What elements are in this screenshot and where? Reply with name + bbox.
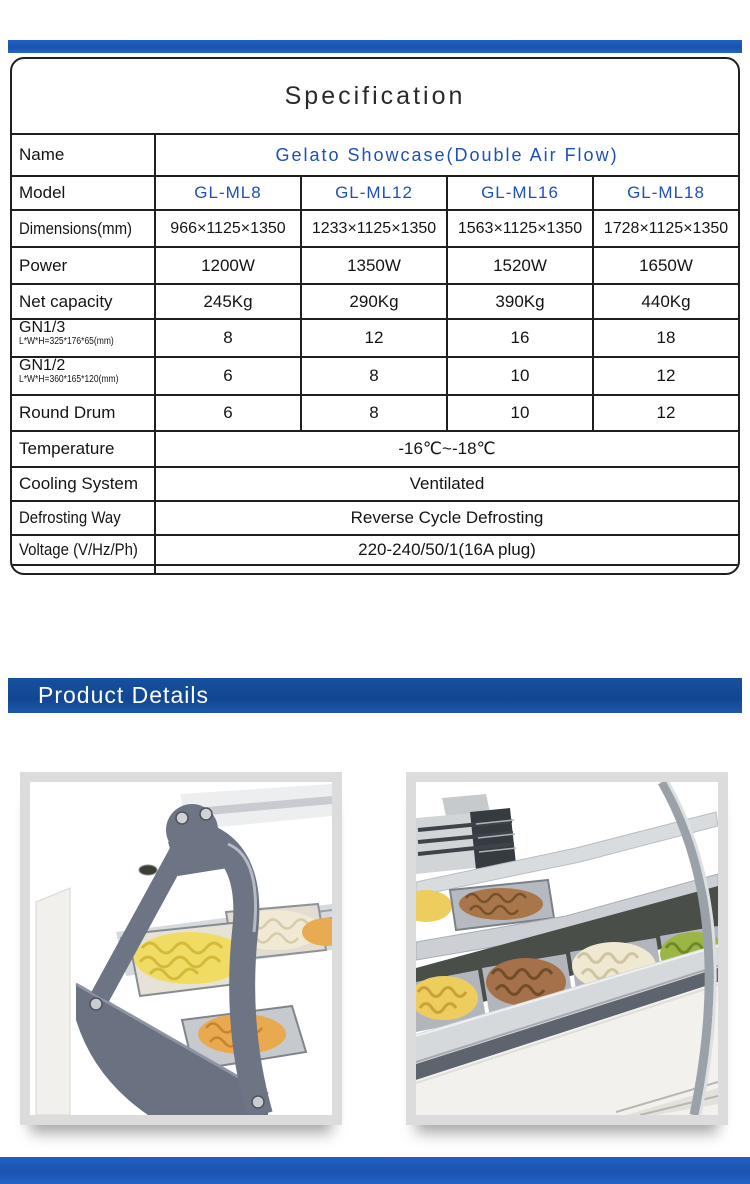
round-drum-value: 8: [300, 396, 446, 430]
cooling-system-value: Ventilated: [154, 468, 738, 500]
footer-spacer-right: [154, 566, 738, 573]
round-drum-value: 10: [446, 396, 592, 430]
net-capacity-value: 290Kg: [300, 285, 446, 318]
product-photo-frame-right: [406, 772, 728, 1125]
table-row-cooling-system: [12, 466, 738, 500]
power-value: 1650W: [592, 248, 738, 283]
dimensions-value: 966×1125×1350: [154, 211, 300, 246]
power-value: 1350W: [300, 248, 446, 283]
net-capacity-value: 440Kg: [592, 285, 738, 318]
row-label-cooling-system: Cooling System: [19, 474, 139, 493]
row-label-round-drum: Round Drum: [19, 403, 116, 422]
row-label-power: Power: [19, 255, 68, 275]
product-details-header-bar: [8, 678, 742, 713]
model-value: GL-ML8: [154, 177, 300, 209]
gn13-value: 8: [154, 320, 300, 356]
dimensions-value: 1563×1125×1350: [446, 211, 592, 246]
bottom-divider-bar: [0, 1157, 750, 1184]
product-details-title: Product Details: [38, 682, 209, 708]
table-row-gn12: [12, 356, 738, 394]
dimensions-value: 1233×1125×1350: [300, 211, 446, 246]
dimensions-value: 1728×1125×1350: [592, 211, 738, 246]
power-value: 1520W: [446, 248, 592, 283]
table-row-gn13: [12, 318, 738, 356]
table-row-power: [12, 246, 738, 283]
row-label-name: Name: [19, 145, 65, 164]
table-row-model: [12, 175, 738, 209]
table-footer-spacer: [12, 564, 738, 573]
round-drum-value: 12: [592, 396, 738, 430]
table-row-temperature: [12, 430, 738, 466]
gelato-showcase-corner-view-photo: [30, 782, 332, 1115]
row-label-gn12: GN1/2 L*W*H=360*165*120(mm): [19, 358, 119, 385]
table-row-round-drum: [12, 394, 738, 430]
temperature-value: -16℃~-18℃: [154, 432, 738, 466]
gn12-value: 8: [300, 358, 446, 394]
gn13-value: 16: [446, 320, 592, 356]
footer-spacer-left: [12, 566, 154, 573]
row-label-model: Model: [19, 183, 66, 202]
gn12-value: 10: [446, 358, 592, 394]
table-row-name: [12, 133, 738, 175]
round-drum-value: 6: [154, 396, 300, 430]
gn13-value: 18: [592, 320, 738, 356]
gn13-value: 12: [300, 320, 446, 356]
product-photo-frame-left: [20, 772, 342, 1125]
net-capacity-value: 245Kg: [154, 285, 300, 318]
table-row-voltage: [12, 534, 738, 564]
model-value: GL-ML18: [592, 177, 738, 209]
power-value: 1200W: [154, 248, 300, 283]
row-label-voltage: Voltage (V/Hz/Ph): [19, 540, 138, 559]
table-row-net-capacity: [12, 283, 738, 318]
gn12-value: 12: [592, 358, 738, 394]
row-label-dimensions: Dimensions(mm): [19, 218, 133, 238]
model-value: GL-ML12: [300, 177, 446, 209]
specification-table: [10, 57, 740, 575]
row-label-gn13: GN1/3 L*W*H=325*176*65(mm): [19, 320, 114, 347]
row-label-temperature: Temperature: [19, 439, 115, 458]
gn12-value: 6: [154, 358, 300, 394]
gelato-showcase-pans-closeup-photo: [416, 782, 718, 1115]
product-name-value: Gelato Showcase(Double Air Flow): [154, 135, 738, 175]
top-divider-bar: [8, 40, 742, 53]
model-value: GL-ML16: [446, 177, 592, 209]
row-label-defrosting-way: Defrosting Way: [19, 508, 121, 527]
voltage-value: 220-240/50/1(16A plug): [154, 536, 738, 564]
specification-title: Specification: [284, 81, 466, 110]
net-capacity-value: 390Kg: [446, 285, 592, 318]
table-row-dimensions: [12, 209, 738, 246]
row-label-net-capacity: Net capacity: [19, 291, 113, 311]
table-row-defrosting-way: [12, 500, 738, 534]
defrosting-way-value: Reverse Cycle Defrosting: [154, 502, 738, 534]
